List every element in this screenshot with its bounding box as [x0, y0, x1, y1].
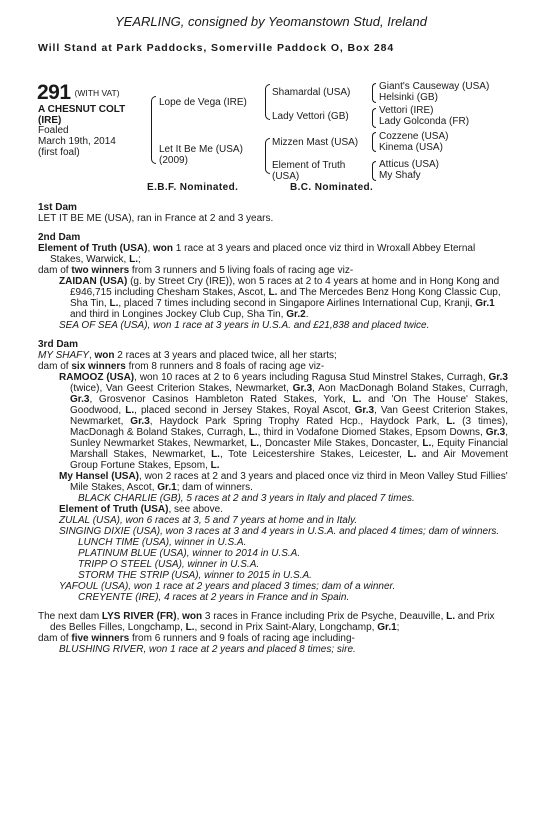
pedigree-dam-dam-line1: Element of Truth — [272, 160, 346, 171]
third-dam-produce: dam of six winners from 8 runners and 8 foals of racing age viz- — [38, 361, 325, 372]
platinum-blue-entry: PLATINUM BLUE (USA), winner to 2014 in U.S.A. — [78, 548, 301, 559]
pedigree-brace-dd — [372, 161, 376, 181]
first-dam-text: LET IT BE ME (USA), ran in France at 2 and 3 years. — [38, 213, 274, 224]
pedigree-brace-ds — [372, 132, 376, 152]
lot-number-block — [37, 81, 120, 105]
pedigree-sire-sire: Shamardal (USA) — [272, 87, 351, 98]
vat-note: (WITH VAT) — [74, 88, 120, 98]
horse-country: (IRE) — [38, 115, 62, 126]
tripp-o-steel-entry: TRIPP O STEEL (USA), winner in U.S.A. — [78, 559, 260, 570]
foaled-date: March 19th, 2014 — [38, 136, 116, 147]
catalogue-body — [38, 202, 508, 655]
my-hansel-entry: My Hansel (USA), won 2 races at 2 and 3 years and placed once viz third in Meon Valley Stud Fillies' Mile Stakes, Ascot, Gr.1; dam of winners. — [59, 471, 508, 493]
second-dam-produce: dam of two winners from 3 runners and 5 living foals of racing age viz- — [38, 265, 354, 276]
storm-the-strip-entry: STORM THE STRIP (USA), winner to 2015 in U.S.A. — [78, 570, 312, 581]
ebf-nomination: E.B.F. Nominated. — [147, 182, 239, 193]
pedigree-sss: Giant's Causeway (USA) — [379, 81, 490, 92]
foaled-label: Foaled — [38, 125, 69, 136]
pedigree-brace-sd — [372, 108, 376, 128]
pedigree-sire: Lope de Vega (IRE) — [159, 97, 247, 108]
pedigree-dam-sire: Mizzen Mast (USA) — [272, 137, 359, 148]
pedigree-sire-dam: Lady Vettori (GB) — [272, 111, 349, 122]
pedigree-dam-dam-line2: (USA) — [272, 171, 300, 182]
first-dam-heading: 1st Dam — [38, 202, 77, 213]
pedigree-dam: Let It Be Me (USA) — [159, 144, 243, 155]
next-dam-produce: dam of five winners from 6 runners and 9 foals of racing age including- — [38, 633, 355, 644]
consignment-line: YEARLING, consigned by Yeomanstown Stud, Ireland — [115, 14, 427, 29]
horse-description — [38, 104, 125, 126]
ramooz-entry: RAMOOZ (USA), won 10 races at 2 to 6 years including Ragusa Stud Minstrel Stakes, Curragh, Gr.3 (twice), Van Geest Criterion Stakes, Newmarket, Gr.3, Aon MacDonagh Boland Stakes, Curragh, Gr.3, Grosvenor Casinos Hambleton Rated Stakes, York, L. and 'On The House' Stakes, Goodwood, L., placed second in Jersey Stakes, Royal Ascot, Gr.3, Van Geest Criterion Stakes, Newmarket, Gr.3, Haydock Park Spring Trophy Rated Hcp., Haydock Park, L. (3 times), MacDonagh & Boland Stakes, Curragh, L., third in Vodafone Diomed Stakes, Epsom Downs, Gr.3, Sunley Newmarket Stakes, Newmarket, L., Doncaster Mile Stakes, Doncaster, L., Equity Financial Marshall Stakes, Newmarket, L., Tote Leicestershire Stakes, Leicester, L. and Air Movement Group Fortune Stakes, Epsom, L. — [59, 372, 509, 471]
stand-location: Will Stand at Park Paddocks, Somerville Paddock O, Box 284 — [38, 42, 395, 54]
pedigree-ddd: My Shafy — [379, 170, 421, 181]
pedigree-brace-dam — [265, 138, 270, 174]
element-of-truth-entry: Element of Truth (USA), see above. — [59, 504, 223, 515]
pedigree-dss: Cozzene (USA) — [379, 131, 449, 142]
third-dam-record: MY SHAFY, won 2 races at 3 years and placed twice, all her starts; — [38, 350, 337, 361]
blushing-river-entry: BLUSHING RIVER, won 1 race at 2 years and placed 8 times; sire. — [59, 644, 356, 655]
yafoul-entry: YAFOUL (USA), won 1 race at 2 years and placed 3 times; dam of a winner. — [59, 581, 396, 592]
zulal-entry: ZULAL (USA), won 6 races at 3, 5 and 7 years at home and in Italy. — [59, 515, 358, 526]
pedigree-brace-sire — [265, 84, 270, 120]
singing-dixie-entry: SINGING DIXIE (USA), won 3 races at 3 and 4 years in U.S.A. and placed 4 times; dam of winners. — [59, 526, 500, 537]
pedigree-dsd: Kinema (USA) — [379, 142, 443, 153]
zaidan-entry: ZAIDAN (USA) (g. by Street Cry (IRE)), won 5 races at 2 to 4 years at home and in Hong Kong and £946,715 including Chesham Stakes, Ascot, L. and The Mercedes Benz Hong Kong Classic Cup, Sha Tin, L., placed 7 times including second in Singapore Airlines International Cup, Kranji, Gr.1 and third in Longines Jockey Club Cup, Sha Tin, Gr.2. — [59, 276, 501, 320]
lunch-time-entry: LUNCH TIME (USA), winner in U.S.A. — [78, 537, 247, 548]
third-dam-heading: 3rd Dam — [38, 339, 79, 350]
foaled-info — [38, 125, 116, 158]
sea-of-sea-entry: SEA OF SEA (USA), won 1 race at 3 years in U.S.A. and £21,838 and placed twice. — [59, 320, 430, 331]
second-dam-heading: 2nd Dam — [38, 232, 81, 243]
pedigree-ssd: Helsinki (GB) — [379, 92, 438, 103]
pedigree-sdd: Lady Golconda (FR) — [379, 116, 470, 127]
next-dam-record: The next dam LYS RIVER (FR), won 3 races in France including Prix de Psyche, Deauville, L. and Prix des Belles Filles, Longchamp, L., second in Prix Saint-Alary, Longchamp, Gr.1; — [38, 611, 495, 633]
pedigree-brace-ss — [372, 83, 376, 103]
lot-number: 291 — [37, 81, 71, 104]
creyente-entry: CREYENTE (IRE), 4 races at 2 years in France and in Spain. — [78, 592, 350, 603]
black-charlie-entry: BLACK CHARLIE (GB), 5 races at 2 and 3 years in Italy and placed 7 times. — [78, 493, 415, 504]
bc-nomination: B.C. Nominated. — [290, 182, 374, 193]
pedigree-sds: Vettori (IRE) — [379, 105, 434, 116]
pedigree-dam-year: (2009) — [159, 155, 188, 166]
horse-sex-colour: A CHESNUT COLT — [38, 104, 126, 115]
pedigree-brace-gen1 — [151, 96, 156, 164]
pedigree-dds: Atticus (USA) — [379, 159, 440, 170]
foal-note: (first foal) — [38, 147, 80, 158]
second-dam-record: Element of Truth (USA), won 1 race at 3 years and placed once viz third in Wroxall Abbey Eternal Stakes, Warwick, L.; — [38, 243, 476, 265]
